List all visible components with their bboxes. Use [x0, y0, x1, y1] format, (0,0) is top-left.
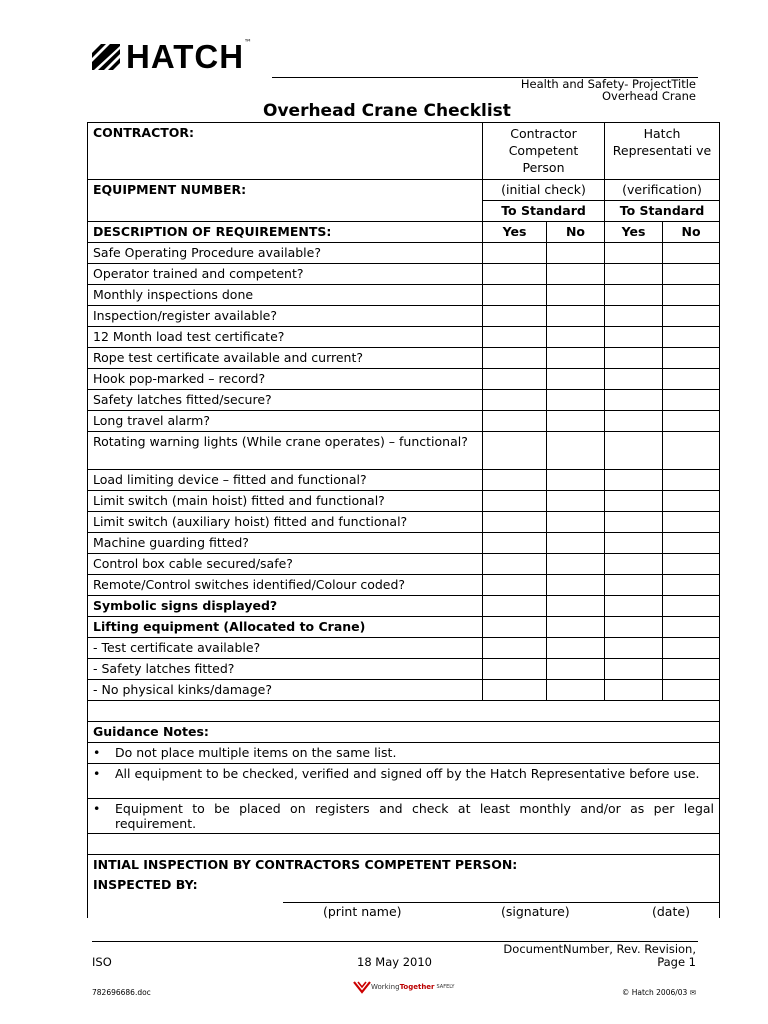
- requirement-text: Rope test certificate available and current?: [88, 348, 483, 369]
- logo-text: HATCH: [126, 38, 245, 75]
- check-cell[interactable]: [547, 432, 605, 470]
- footer-filename: 782696686.doc: [92, 988, 151, 997]
- check-cell[interactable]: [663, 491, 720, 512]
- check-cell[interactable]: [547, 369, 605, 390]
- table-row: [88, 575, 720, 596]
- check-cell[interactable]: [483, 617, 547, 638]
- check-cell[interactable]: [605, 575, 663, 596]
- requirement-text: Control box cable secured/safe?: [88, 554, 483, 575]
- check-cell[interactable]: [663, 432, 720, 470]
- check-cell[interactable]: [483, 285, 547, 306]
- check-cell[interactable]: [663, 596, 720, 617]
- check-cell[interactable]: [605, 659, 663, 680]
- requirement-text: Long travel alarm?: [88, 411, 483, 432]
- guidance-notes-label: Guidance Notes:: [88, 722, 720, 743]
- check-cell[interactable]: [605, 411, 663, 432]
- header-project-title: Health and Safety- ProjectTitle: [520, 77, 696, 91]
- check-cell[interactable]: [605, 243, 663, 264]
- table-row: [88, 432, 720, 470]
- check-cell[interactable]: [663, 680, 720, 701]
- guidance-note-text: Do not place multiple items on the same list.: [115, 745, 397, 760]
- spacer-row: [88, 834, 720, 855]
- footer-date: 18 May 2010: [357, 955, 432, 969]
- print-name-label: (print name): [323, 904, 402, 919]
- table-row: [88, 243, 720, 264]
- check-cell[interactable]: [605, 348, 663, 369]
- check-cell[interactable]: [605, 512, 663, 533]
- check-cell[interactable]: [605, 638, 663, 659]
- check-cell[interactable]: [547, 264, 605, 285]
- check-cell[interactable]: [547, 411, 605, 432]
- check-cell[interactable]: [547, 306, 605, 327]
- check-cell[interactable]: [483, 575, 547, 596]
- requirement-text: Load limiting device – fitted and functional?: [88, 470, 483, 491]
- hatch-logo: [92, 40, 252, 73]
- table-row: [88, 411, 720, 432]
- check-cell[interactable]: [483, 264, 547, 285]
- check-cell[interactable]: [547, 554, 605, 575]
- check-cell[interactable]: [605, 470, 663, 491]
- table-row: [88, 533, 720, 554]
- check-cell[interactable]: [663, 264, 720, 285]
- description-header: DESCRIPTION OF REQUIREMENTS:: [88, 222, 483, 243]
- check-cell[interactable]: [663, 348, 720, 369]
- bullet-icon: •: [93, 766, 101, 781]
- table-row: [88, 285, 720, 306]
- contractor-no-header: No: [547, 222, 605, 243]
- col-contractor-header: Contractor Competent Person: [483, 123, 605, 180]
- requirement-text: - No physical kinks/damage?: [88, 680, 483, 701]
- check-cell[interactable]: [547, 575, 605, 596]
- check-cell[interactable]: [483, 659, 547, 680]
- bullet-icon: •: [93, 801, 101, 816]
- signature-row: [93, 892, 714, 918]
- check-cell[interactable]: [547, 680, 605, 701]
- requirement-text: Safety latches fitted/secure?: [88, 390, 483, 411]
- signature-line[interactable]: [283, 902, 720, 903]
- table-row: [88, 306, 720, 327]
- wt-safely: SAFELY: [436, 984, 455, 990]
- check-cell[interactable]: [605, 285, 663, 306]
- spacer-row: [88, 701, 720, 722]
- hatch-yes-header: Yes: [605, 222, 663, 243]
- check-cell[interactable]: [483, 348, 547, 369]
- verification-label: (verification): [605, 180, 720, 201]
- check-cell[interactable]: [483, 306, 547, 327]
- check-cell[interactable]: [663, 285, 720, 306]
- check-cell[interactable]: [605, 533, 663, 554]
- check-cell[interactable]: [605, 390, 663, 411]
- working-together-icon: [353, 980, 371, 994]
- requirement-text: Symbolic signs displayed?: [88, 596, 483, 617]
- guidance-note: [88, 743, 720, 764]
- footer-page: Page 1: [657, 955, 696, 969]
- check-cell[interactable]: [663, 369, 720, 390]
- requirement-text: Limit switch (auxiliary hoist) fitted and functional?: [88, 512, 483, 533]
- requirement-text: Safe Operating Procedure available?: [88, 243, 483, 264]
- check-cell[interactable]: [547, 491, 605, 512]
- requirement-text: - Safety latches fitted?: [88, 659, 483, 680]
- table-row: [88, 470, 720, 491]
- requirement-text: Lifting equipment (Allocated to Crane): [88, 617, 483, 638]
- footer-doc-rev: DocumentNumber, Rev. Revision,: [503, 942, 696, 956]
- table-row: [88, 659, 720, 680]
- table-row: [88, 680, 720, 701]
- check-cell[interactable]: [605, 327, 663, 348]
- check-cell[interactable]: [663, 659, 720, 680]
- check-cell[interactable]: [547, 348, 605, 369]
- check-cell[interactable]: [483, 638, 547, 659]
- check-cell[interactable]: [663, 306, 720, 327]
- to-standard-hatch: To Standard: [605, 201, 720, 222]
- wt-together: Together: [399, 983, 435, 991]
- check-cell[interactable]: [605, 369, 663, 390]
- hatch-no-header: No: [663, 222, 720, 243]
- check-cell[interactable]: [605, 432, 663, 470]
- check-cell[interactable]: [483, 390, 547, 411]
- requirement-text: Hook pop-marked – record?: [88, 369, 483, 390]
- equipment-number-label: EQUIPMENT NUMBER:: [88, 180, 483, 222]
- check-cell[interactable]: [663, 243, 720, 264]
- table-row: [88, 348, 720, 369]
- guidance-note: [88, 764, 720, 799]
- table-row: [88, 369, 720, 390]
- col-hatch-header: Hatch Representati ve: [605, 123, 720, 180]
- check-cell[interactable]: [663, 638, 720, 659]
- guidance-note: [88, 799, 720, 834]
- table-row: [88, 554, 720, 575]
- check-cell[interactable]: [605, 264, 663, 285]
- check-cell[interactable]: [605, 596, 663, 617]
- check-cell[interactable]: [663, 390, 720, 411]
- check-cell[interactable]: [483, 243, 547, 264]
- check-cell[interactable]: [605, 617, 663, 638]
- signature-label: (signature): [501, 904, 570, 919]
- inspection-block: [88, 855, 720, 919]
- check-cell[interactable]: [547, 638, 605, 659]
- table-row: [88, 491, 720, 512]
- date-label: (date): [652, 904, 690, 919]
- footer-iso: ISO: [92, 955, 112, 969]
- check-cell[interactable]: [483, 491, 547, 512]
- page-title: Overhead Crane Checklist: [263, 101, 511, 121]
- check-cell[interactable]: [547, 285, 605, 306]
- check-cell[interactable]: [547, 470, 605, 491]
- check-cell[interactable]: [547, 596, 605, 617]
- wt-working: Working: [371, 983, 400, 991]
- check-cell[interactable]: [663, 470, 720, 491]
- check-cell[interactable]: [483, 680, 547, 701]
- check-cell[interactable]: [483, 432, 547, 470]
- check-cell[interactable]: [663, 617, 720, 638]
- contractor-label: CONTRACTOR:: [88, 123, 483, 180]
- table-row: [88, 638, 720, 659]
- footer-copyright: © Hatch 2006/03 ✉: [621, 988, 696, 997]
- check-cell[interactable]: [605, 554, 663, 575]
- initial-inspection-heading: INTIAL INSPECTION BY CONTRACTORS COMPETENT PERSON:: [93, 857, 518, 872]
- check-cell[interactable]: [663, 327, 720, 348]
- table-row: [88, 264, 720, 285]
- guidance-note-text: Equipment to be placed on registers and check at least monthly and/or as per legal requirement.: [115, 801, 715, 831]
- requirement-text: Inspection/register available?: [88, 306, 483, 327]
- checklist-table: [87, 122, 720, 918]
- requirement-text: - Test certificate available?: [88, 638, 483, 659]
- requirement-text: Monthly inspections done: [88, 285, 483, 306]
- check-cell[interactable]: [605, 306, 663, 327]
- check-cell[interactable]: [547, 533, 605, 554]
- check-cell[interactable]: [483, 554, 547, 575]
- requirement-text: 12 Month load test certificate?: [88, 327, 483, 348]
- table-row: [88, 390, 720, 411]
- check-cell[interactable]: [483, 411, 547, 432]
- inspected-by-label: INSPECTED BY:: [93, 877, 198, 892]
- requirement-text: Limit switch (main hoist) fitted and functional?: [88, 491, 483, 512]
- check-cell[interactable]: [547, 617, 605, 638]
- hatch-logo-icon: [92, 44, 120, 70]
- check-cell[interactable]: [605, 680, 663, 701]
- requirement-text: Remote/Control switches identified/Colour coded?: [88, 575, 483, 596]
- check-cell[interactable]: [547, 659, 605, 680]
- check-cell[interactable]: [547, 243, 605, 264]
- initial-check-label: (initial check): [483, 180, 605, 201]
- table-row: [88, 617, 720, 638]
- guidance-note-text: All equipment to be checked, verified and signed off by the Hatch Representative before use.: [115, 766, 700, 781]
- table-row: [88, 512, 720, 533]
- requirement-text: Rotating warning lights (While crane operates) – functional?: [88, 432, 483, 470]
- check-cell[interactable]: [483, 533, 547, 554]
- check-cell[interactable]: [483, 596, 547, 617]
- check-cell[interactable]: [483, 369, 547, 390]
- to-standard-contractor: To Standard: [483, 201, 605, 222]
- header-subject: Overhead Crane: [602, 89, 696, 103]
- check-cell[interactable]: [605, 491, 663, 512]
- check-cell[interactable]: [547, 512, 605, 533]
- table-row: [88, 327, 720, 348]
- check-cell[interactable]: [663, 411, 720, 432]
- contractor-yes-header: Yes: [483, 222, 547, 243]
- check-cell[interactable]: [663, 575, 720, 596]
- bullet-icon: •: [93, 745, 101, 760]
- table-row: [88, 596, 720, 617]
- check-cell[interactable]: [663, 533, 720, 554]
- requirement-text: Machine guarding fitted?: [88, 533, 483, 554]
- check-cell[interactable]: [483, 327, 547, 348]
- requirement-text: Operator trained and competent?: [88, 264, 483, 285]
- check-cell[interactable]: [483, 470, 547, 491]
- check-cell[interactable]: [547, 390, 605, 411]
- check-cell[interactable]: [663, 512, 720, 533]
- check-cell[interactable]: [663, 554, 720, 575]
- check-cell[interactable]: [483, 512, 547, 533]
- logo-trademark: ™: [244, 38, 253, 47]
- check-cell[interactable]: [547, 327, 605, 348]
- working-together-logo: [353, 980, 454, 994]
